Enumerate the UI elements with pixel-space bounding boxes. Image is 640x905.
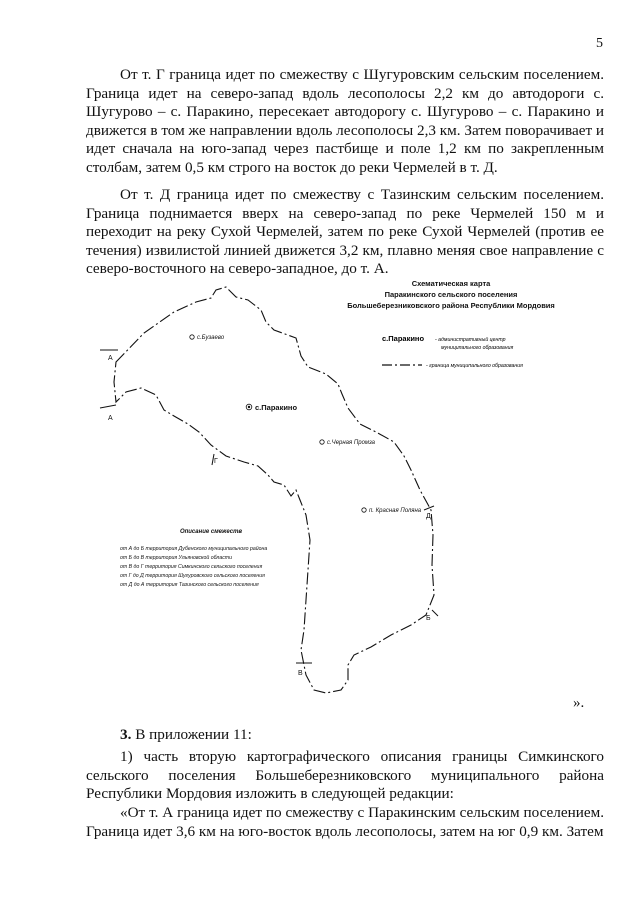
paragraph-border-d: От т. Д граница идет по смежеству с Тазинским сельским поселением. Граница поднимается вверх на северо-запад по реке Чермелей 150 м и переходит на реку Сухой Чермелей, затем по реке Сухой Чермелей (против ее течения) извилистой линией движется 3,2 км, плавно меняя свое направление с северо-восточного на северо-западное, до т. А. — [86, 186, 604, 278]
adjacency-item: от А до Б территория Дубенского муниципального района — [120, 546, 268, 552]
map-title-line2: Паракинского сельского поселения — [384, 290, 518, 299]
point-a1: А — [108, 355, 113, 362]
point-v: В — [298, 670, 303, 677]
settlement-parakino-center-icon — [248, 406, 250, 408]
legend-center-label: с.Паракино — [382, 334, 425, 343]
settlement-buzaevo-icon — [190, 335, 194, 339]
paragraph-amendment: 1) часть вторую картографического описания границы Симкинского сельского поселения Большеберезниковского муниципального района Республики Мордовия изложить в следующей редакции: — [86, 748, 604, 803]
point-a2: А — [108, 415, 113, 422]
map-title-line3: Большеберезниковского района Республики Мордовия — [347, 301, 555, 310]
legend-border-desc: - граница муниципального образования — [426, 363, 523, 369]
point-b-tick — [432, 610, 438, 616]
settlement-krasnaya-polyana: п. Красная Поляна — [369, 508, 422, 514]
settlement-chernaya-promza: с.Черная Промза — [327, 440, 376, 446]
point-b: Б — [426, 615, 431, 622]
point-d: Д — [426, 513, 431, 520]
adjacency-item: от В до Г территория Симкинского сельского поселения — [120, 564, 263, 570]
adjacency-list — [120, 529, 267, 588]
adjacency-item: от Б до В территория Ульяновской области — [120, 555, 233, 561]
settlement-boundary — [114, 287, 434, 693]
paragraph-border-g: От т. Г граница идет по смежеству с Шугуровским сельским поселением. Граница идет на северо-запад вдоль лесополосы 2,2 км до автодороги с. Шугурово – с. Паракино, пересекает автодорогу с. Шугурово – с. Паракино и движется в том же направлении вдоль лесополосы 2,3 км. Затем поворачивает и идет сначала на юго-запад через пастбище и поле 1,2 км по закрепленным столбам, затем 0,5 км строго на восток до реки Чермелей в т. Д. — [86, 66, 605, 176]
point-g: Г — [214, 458, 218, 465]
settlement-chernaya-promza-icon — [320, 440, 324, 444]
map-title-line1: Схематическая карта — [411, 279, 491, 288]
section-number: 3. — [120, 726, 132, 743]
settlement-krasnaya-polyana-icon — [362, 508, 366, 512]
adjacency-title: Описание смежеств — [179, 529, 243, 535]
legend-center-desc1: - административный центр — [435, 337, 506, 343]
section-heading — [120, 726, 252, 744]
schematic-map — [86, 270, 606, 710]
point-a2-tick — [100, 405, 116, 408]
settlement-parakino: с.Паракино — [255, 403, 298, 412]
legend-center-desc2: муниципального образования — [441, 345, 514, 351]
paragraph-border-a: «От т. А граница идет по смежеству с Паракинским сельским поселением. Граница идет 3,6 км на юго-восток вдоль лесополосы, затем на юг 0,9 км. Затем — [86, 804, 604, 840]
adjacency-item: от Г до Д территория Шугуровского сельского поселения — [120, 573, 265, 579]
map-legend — [382, 334, 523, 369]
closing-quote: ». — [573, 695, 585, 711]
section-heading-text: В приложении 11: — [131, 726, 252, 743]
settlement-buzaevo: с.Бузаево — [197, 335, 225, 341]
map-drawing — [86, 270, 606, 710]
page-number: 5 — [596, 36, 603, 51]
adjacency-item: от Д до А территория Тазинского сельского поселения — [120, 582, 259, 588]
